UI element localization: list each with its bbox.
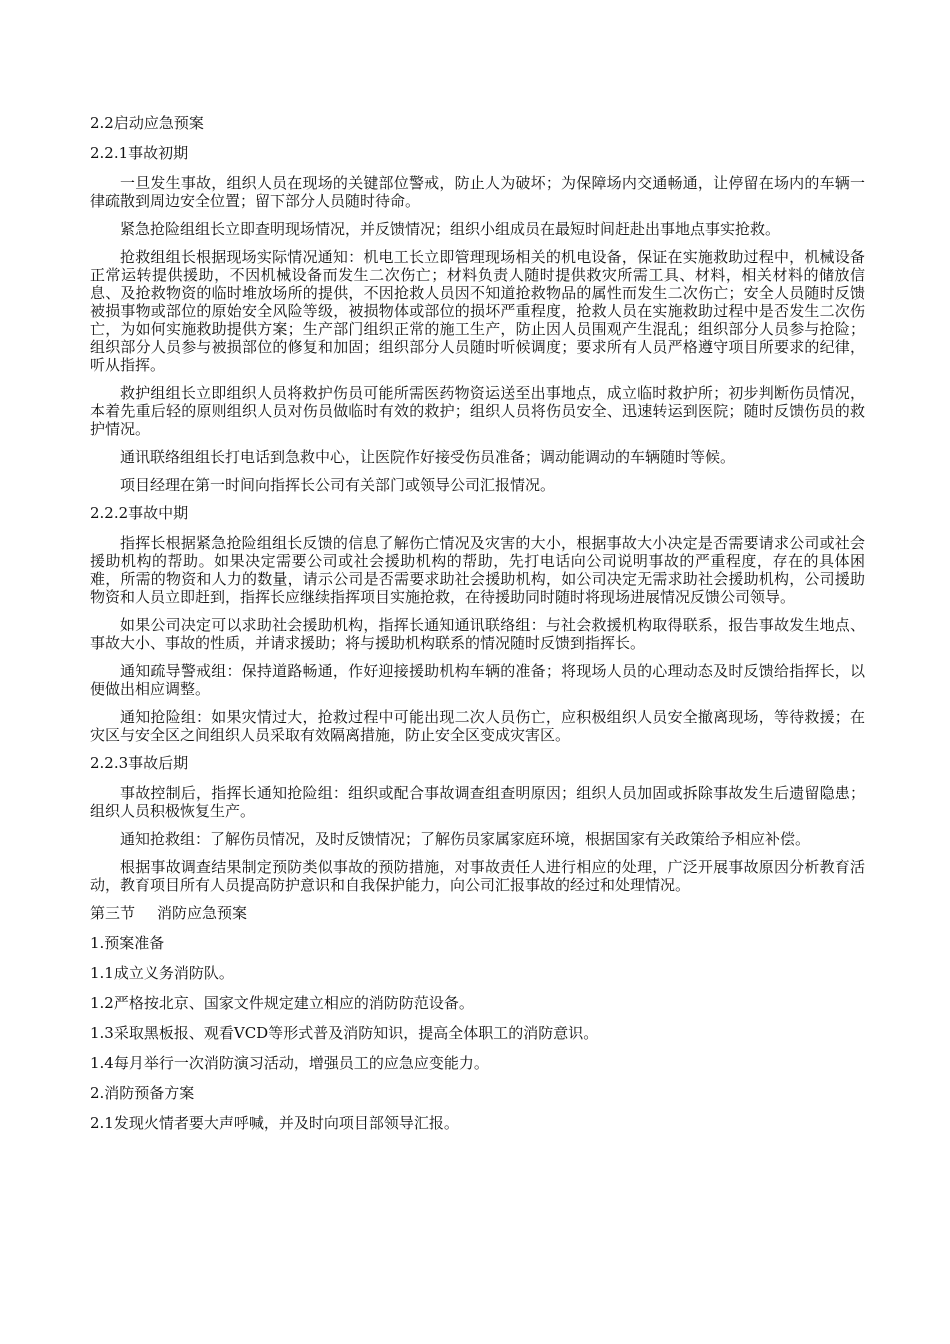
paragraph-10: 通知抢险组：如果灾情过大，抢救过程中可能出现二次人员伤亡，应积极组织人员安全撤离现场，等待救援；在灾区与安全区之间组织人员采取有效隔离措施，防止安全区变成灾害区。 [90, 708, 865, 744]
item-1-1: 1.1成立义务消防队。 [90, 964, 234, 982]
heading-1: 1.预案准备 [90, 934, 165, 952]
item-1-4: 1.4每月举行一次消防演习活动，增强员工的应急应变能力。 [90, 1054, 489, 1072]
paragraph-9: 通知疏导警戒组：保持道路畅通，作好迎接援助机构车辆的准备；将现场人员的心理动态及时反馈给指挥长，以便做出相应调整。 [90, 662, 865, 698]
section-gap [135, 904, 157, 922]
heading-2-2-3: 2.2.3事故后期 [90, 754, 189, 772]
paragraph-5: 通讯联络组组长打电话到急救中心，让医院作好接受伤员准备；调动能调动的车辆随时等候。 [120, 448, 736, 466]
item-1-3: 1.3采取黑板报、观看VCD等形式普及消防知识，提高全体职工的消防意识。 [90, 1024, 599, 1042]
item-2-1: 2.1发现火情者要大声呼喊，并及时向项目部领导汇报。 [90, 1114, 459, 1132]
paragraph-1: 一旦发生事故，组织人员在现场的关键部位警戒，防止人为破坏；为保障场内交通畅通，让停留在场内的车辆一律疏散到周边安全位置；留下部分人员随时待命。 [90, 174, 865, 210]
section-label: 第三节 [90, 904, 136, 922]
heading-2-2-2: 2.2.2事故中期 [90, 504, 189, 522]
section-heading [90, 904, 865, 922]
section-title-text: 消防应急预案 [157, 904, 248, 922]
paragraph-7: 指挥长根据紧急抢险组组长反馈的信息了解伤亡情况及灾害的大小，根据事故大小决定是否需要请求公司或社会援助机构的帮助。如果决定需要公司或社会援助机构的帮助，先打电话向公司说明事故的严重程度，存在的具体困难，所需的物资和人力的数量，请示公司是否需要求助社会援助机构，如公司决定无需求助社会援助机构，公司援助物资和人员立即赶到，指挥长应继续指挥项目实施抢救，在待援助同时随时将现场进展情况反馈公司领导。 [90, 534, 865, 606]
item-1-2: 1.2严格按北京、国家文件规定建立相应的消防防范设备。 [90, 994, 474, 1012]
document-page [90, 114, 865, 1144]
paragraph-4: 救护组组长立即组织人员将救护伤员可能所需医药物资运送至出事地点，成立临时救护所；初步判断伤员情况，本着先重后轻的原则组织人员对伤员做临时有效的救护；组织人员将伤员安全、迅速转运到医院；随时反馈伤员的救护情况。 [90, 384, 865, 438]
paragraph-11: 事故控制后，指挥长通知抢险组：组织或配合事故调查组查明原因；组织人员加固或拆除事故发生后遗留隐患；组织人员积极恢复生产。 [90, 784, 865, 820]
paragraph-12: 通知抢救组：了解伤员情况，及时反馈情况；了解伤员家属家庭环境，根据国家有关政策给予相应补偿。 [120, 830, 811, 848]
paragraph-3: 抢救组组长根据现场实际情况通知：机电工长立即管理现场相关的机电设备，保证在实施救助过程中，机械设备正常运转提供援助，不因机械设备而发生二次伤亡；材料负责人随时提供救灾所需工具、材料，相关材料的储放信息、及抢救物资的临时堆放场所的提供，不因抢救人员因不知道抢救物品的属性而发生二次伤亡；安全人员随时反馈被损事物或部位的原始安全风险等级，被损物体或部位的损坏严重程度，抢救人员在实施救助过程中是否发生二次伤亡，为如何实施救助提供方案；生产部门组织正常的施工生产，防止因人员围观产生混乱；组织部分人员参与抢险；组织部分人员参与被损部位的修复和加固；组织部分人员随时听候调度；要求所有人员严格遵守项目所要求的纪律，听从指挥。 [90, 248, 865, 374]
paragraph-2: 紧急抢险组组长立即查明现场情况，并反馈情况；组织小组成员在最短时间赶赴出事地点事实抢救。 [120, 220, 781, 238]
paragraph-6: 项目经理在第一时间向指挥长公司有关部门或领导公司汇报情况。 [120, 476, 556, 494]
paragraph-8: 如果公司决定可以求助社会援助机构，指挥长通知通讯联络组：与社会救援机构取得联系，报告事故发生地点、事故大小、事故的性质，并请求援助；将与援助机构联系的情况随时反馈到指挥长。 [90, 616, 865, 652]
paragraph-13: 根据事故调查结果制定预防类似事故的预防措施，对事故责任人进行相应的处理，广泛开展事故原因分析教育活动，教育项目所有人员提高防护意识和自我保护能力，向公司汇报事故的经过和处理情况。 [90, 858, 865, 894]
heading-2-2-1: 2.2.1事故初期 [90, 144, 189, 162]
heading-2-2: 2.2启动应急预案 [90, 114, 204, 132]
heading-2: 2.消防预备方案 [90, 1084, 195, 1102]
